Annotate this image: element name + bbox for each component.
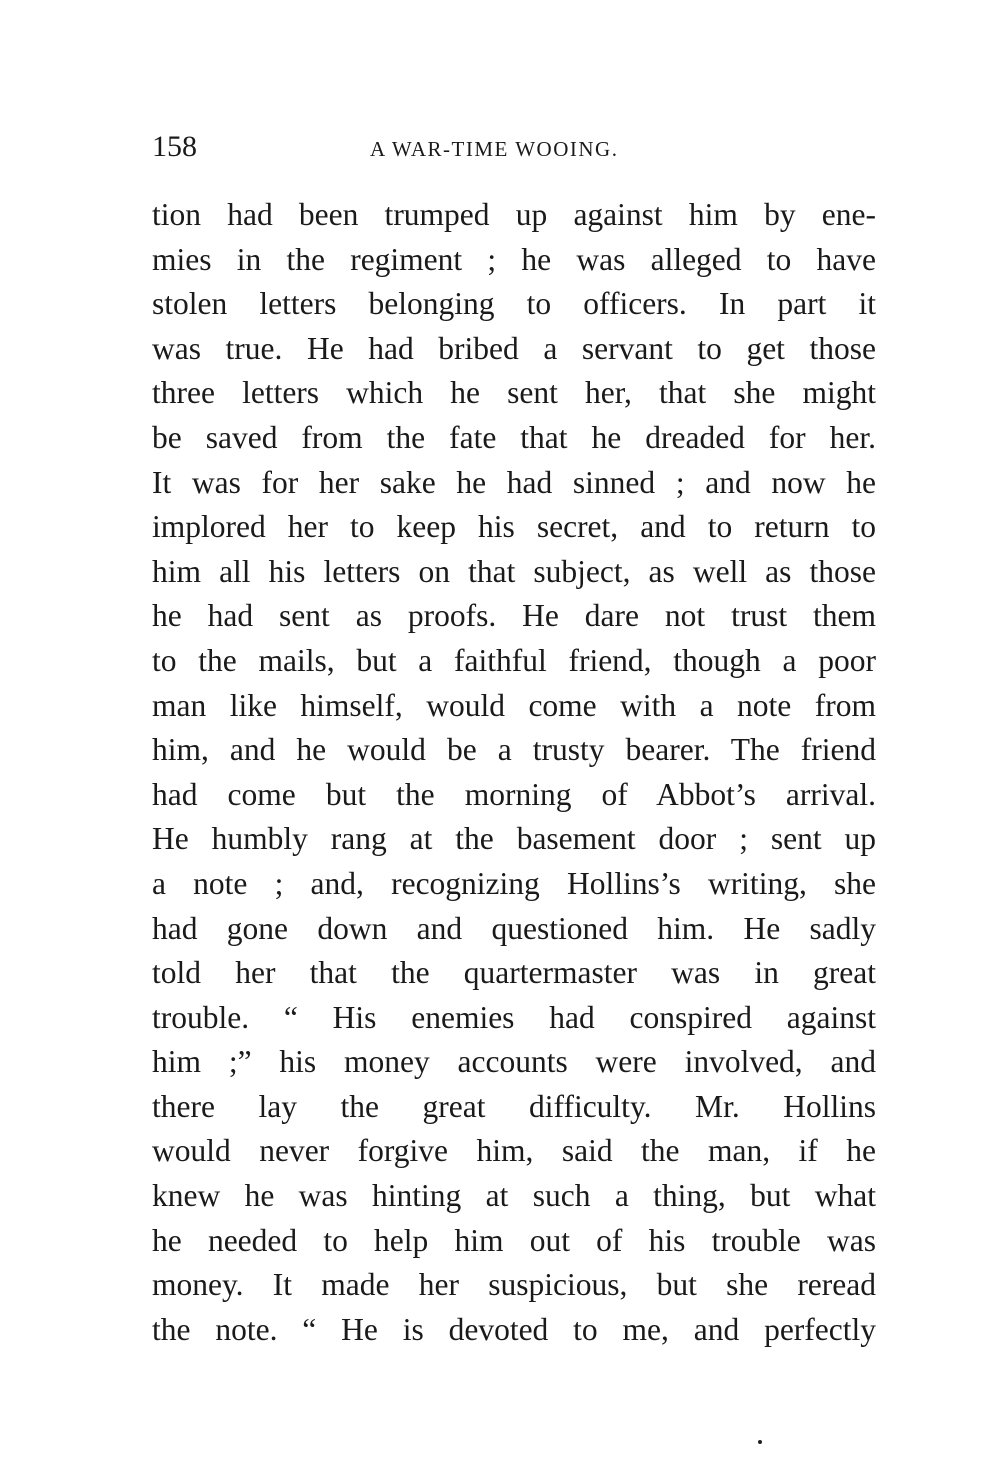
text-line: told her that the quartermaster was in great <box>152 955 876 991</box>
text-line: be saved from the fate that he dreaded for her. <box>152 419 876 455</box>
running-title: A WAR-TIME WOOING. <box>370 137 619 161</box>
text-line: had come but the morning of Abbot’s arrival. <box>152 776 876 812</box>
text-line: knew he was hinting at such a thing, but what <box>152 1178 876 1214</box>
text-line: was true. He had bribed a servant to get those <box>152 330 876 366</box>
text-line: had gone down and questioned him. He sadly <box>152 910 876 946</box>
text-line: man like himself, would come with a note from <box>152 687 876 723</box>
page-header <box>152 127 876 167</box>
page-number: 158 <box>152 130 197 163</box>
body-text <box>152 193 876 1352</box>
text-line: him ;” his money accounts were involved, and <box>152 1044 876 1080</box>
text-line: the note. “ He is devoted to me, and perfectly <box>152 1311 876 1347</box>
text-line: It was for her sake he had sinned ; and now he <box>152 464 876 500</box>
text-line: trouble. “ His enemies had conspired against <box>152 999 876 1035</box>
text-line: there lay the great difficulty. Mr. Hollins <box>152 1088 876 1124</box>
text-line: to the mails, but a faithful friend, though a poor <box>152 642 876 678</box>
text-line: a note ; and, recognizing Hollins’s writing, she <box>152 865 876 901</box>
text-line: He humbly rang at the basement door ; sent up <box>152 821 876 857</box>
text-line: mies in the regiment ; he was alleged to have <box>152 241 876 277</box>
text-line: would never forgive him, said the man, if he <box>152 1133 876 1169</box>
text-line: stolen letters belonging to officers. In part it <box>152 286 876 322</box>
ink-speck <box>758 1440 762 1444</box>
text-line: he had sent as proofs. He dare not trust them <box>152 598 876 634</box>
text-line: he needed to help him out of his trouble was <box>152 1222 876 1258</box>
text-line: him, and he would be a trusty bearer. The friend <box>152 732 876 768</box>
text-line: money. It made her suspicious, but she reread <box>152 1267 876 1303</box>
text-line: three letters which he sent her, that she might <box>152 375 876 411</box>
text-line: tion had been trumped up against him by ene- <box>152 197 876 232</box>
text-line: implored her to keep his secret, and to return to <box>152 509 876 545</box>
text-line: him all his letters on that subject, as well as those <box>152 553 876 589</box>
